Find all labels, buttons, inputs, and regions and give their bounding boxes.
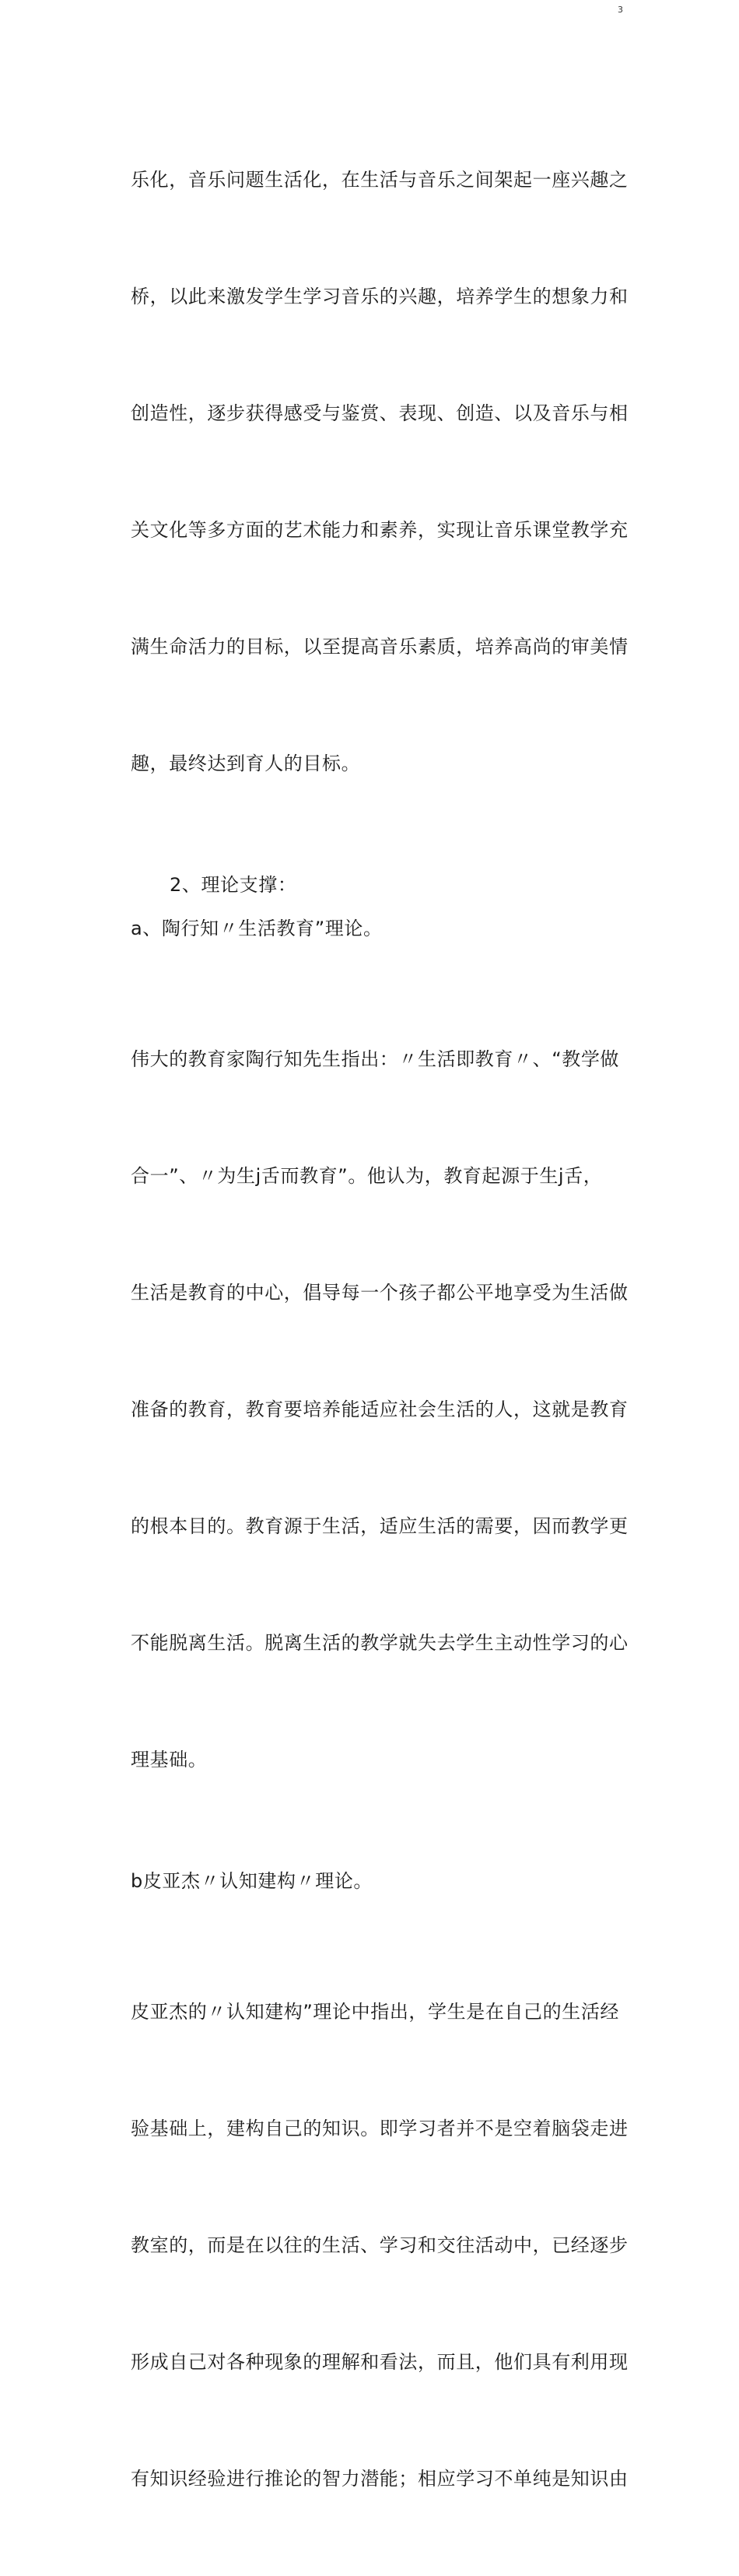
page-number: 3 (618, 5, 623, 15)
text-line: 验基础上，建构自己的知识。即学习者并不是空着脑袋走进 (131, 2118, 629, 2139)
text-line: 准备的教育，教育要培养能适应社会生活的人，这就是教育 (131, 1399, 629, 1420)
subheading-tao-xingzhi: a、陶行知〃生活教育”理论。 (131, 918, 383, 939)
text-line: 乐化，音乐问题生活化，在生活与音乐之间架起一座兴趣之 (131, 169, 629, 191)
text-line: 桥，以此来激发学生学习音乐的兴趣，培养学生的想象力和 (131, 286, 629, 307)
text-line: 关文化等多方面的艺术能力和素养，实现让音乐课堂教学充 (131, 519, 629, 541)
document-body (131, 82, 629, 2576)
paragraph-cognitive-construction (131, 1914, 629, 2576)
text-line: 理基础。 (131, 1749, 208, 1771)
text-line: 生活是教育的中心，倡导每一个孩子都公平地享受为生活做 (131, 1282, 629, 1304)
text-line: 创造性，逐步获得感受与鉴赏、表现、创造、以及音乐与相 (131, 402, 629, 424)
text-line: 伟大的教育家陶行知先生指出：〃生活即教育〃、“教学做 (131, 1048, 620, 1070)
text-line: 的根本目的。教育源于生活，适应生活的需要，因而教学更 (131, 1515, 629, 1537)
paragraph-life-education (131, 962, 629, 1857)
subheading-piaget: b皮亚杰〃认知建构〃理论。 (131, 1870, 373, 1892)
text-line: 趣，最终达到育人的目标。 (131, 753, 361, 774)
text-line: 皮亚杰的〃认知建构”理论中指出，学生是在自己的生活经 (131, 2001, 620, 2023)
text-line: 合一”、〃为生j舌而教育”。他认为，教育起源于生j舌， (131, 1165, 603, 1187)
text-line: 有知识经验进行推论的智力潜能；相应学习不单纯是知识由 (131, 2468, 629, 2490)
text-line: 不能脱离生活。脱离生活的教学就失去学生主动性学习的心 (131, 1632, 629, 1654)
section-heading-theory: 2、理论支撑： (170, 874, 297, 896)
text-line: 教室的，而是在以往的生活、学习和交往活动中，已经逐步 (131, 2234, 629, 2256)
paragraph-music-life (131, 82, 629, 861)
text-line: 形成自己对各种现象的理解和看法，而且，他们具有利用现 (131, 2351, 629, 2373)
text-line: 满生命活力的目标，以至提高音乐素质，培养高尚的审美情 (131, 636, 629, 658)
